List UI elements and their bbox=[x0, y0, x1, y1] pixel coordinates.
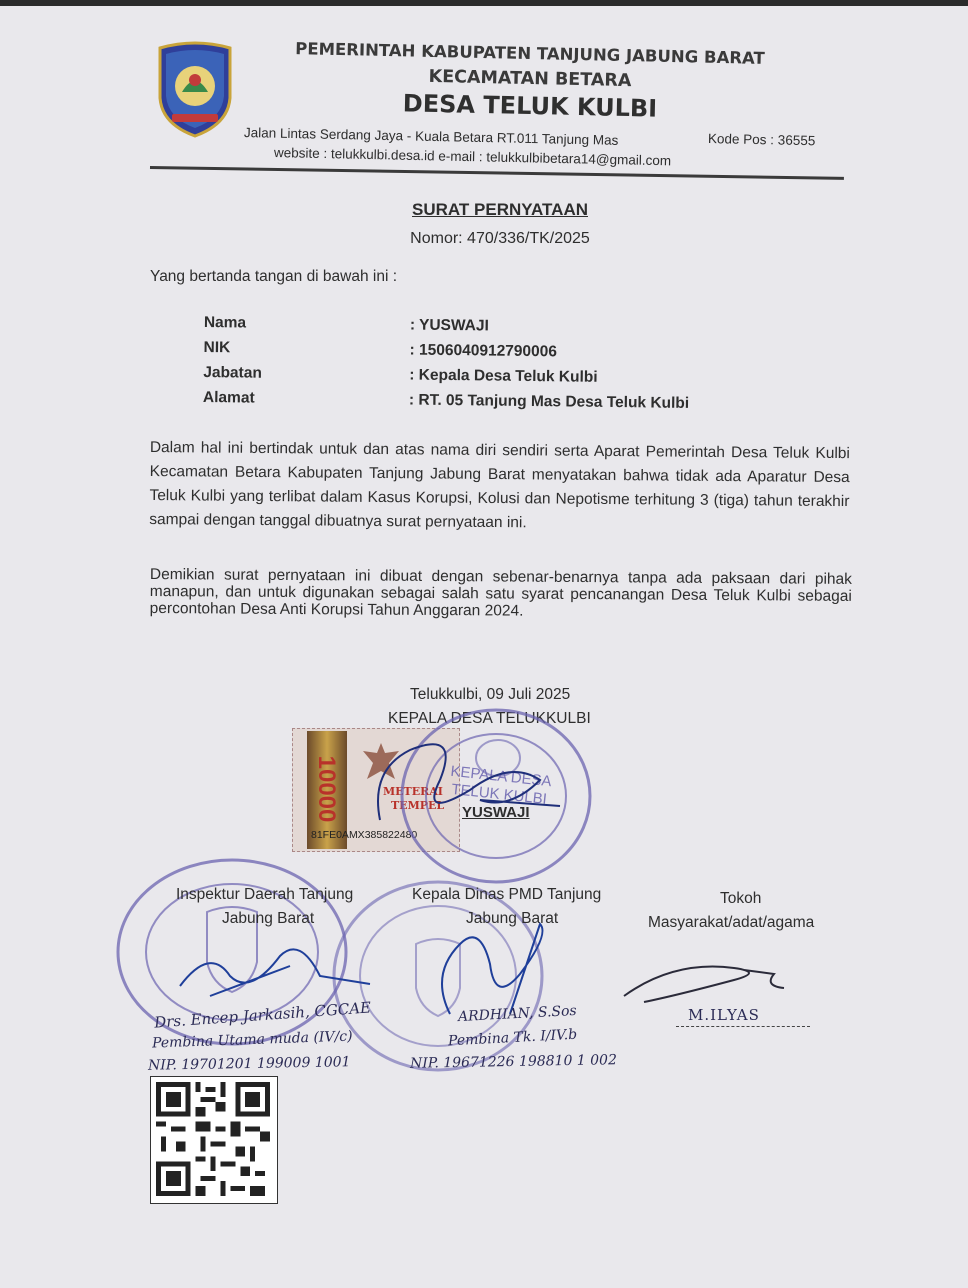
witness-1-title: Inspektur Daerah Tanjung bbox=[176, 886, 354, 903]
field-value: : RT. 05 Tanjung Mas Desa Teluk Kulbi bbox=[408, 391, 690, 412]
header-rule bbox=[150, 166, 844, 180]
witness-1-nip: NIP. 19701201 199009 1001 bbox=[147, 1054, 351, 1074]
witness-3-title-2: Masyarakat/adat/agama bbox=[648, 914, 815, 931]
field-value: : 1506040912790006 bbox=[409, 341, 558, 361]
field-value: : Kepala Desa Teluk Kulbi bbox=[409, 366, 598, 386]
witness-3-title: Tokoh bbox=[720, 890, 762, 907]
witness-2-name: ARDHIAN, S.Sos bbox=[457, 1002, 578, 1026]
document-title: SURAT PERNYATAAN bbox=[412, 200, 588, 219]
header-district-line: KECAMATAN BETARA bbox=[428, 66, 632, 92]
witness-2-rank: Pembina Tk. I/IV.b bbox=[447, 1026, 578, 1050]
meterai-value: 10000 bbox=[313, 755, 340, 823]
signer-name: YUSWAJI bbox=[462, 804, 530, 821]
community-leader-signature bbox=[614, 950, 804, 1010]
village-stamp-text: KEPALA DESA TELUK KULBI bbox=[449, 762, 553, 808]
header-address: Jalan Lintas Serdang Jaya - Kuala Betara RT.011 Tanjung Mas bbox=[243, 125, 619, 148]
field-label: Jabatan bbox=[203, 363, 262, 382]
qr-code-icon bbox=[151, 1077, 275, 1201]
header-postcode: Kode Pos : 36555 bbox=[707, 131, 816, 149]
witness-1-name: Drs. Encep Jarkasih, CGCAE bbox=[153, 998, 372, 1032]
field-label: Nama bbox=[203, 314, 247, 332]
district-emblem-icon bbox=[152, 40, 238, 140]
intro-text: Yang bertanda tangan di bawah ini : bbox=[150, 268, 398, 285]
header-contact: website : telukkulbi.desa.id e-mail : telukkulbibetara14@gmail.com bbox=[273, 145, 672, 169]
witness-1-title-2: Jabung Barat bbox=[222, 910, 315, 927]
document-page bbox=[0, 6, 968, 1288]
witness-1-rank: Pembina Utama muda (IV/c) bbox=[151, 1028, 353, 1052]
header-government-line: PEMERINTAH KABUPATEN TANJUNG JABUNG BARAT bbox=[295, 39, 765, 68]
qr-code-frame bbox=[150, 1076, 278, 1204]
meterai-label-2: TEMPEL bbox=[391, 799, 445, 812]
field-value: : YUSWAJI bbox=[409, 316, 489, 335]
witness-2-title: Kepala Dinas PMD Tanjung bbox=[412, 886, 602, 903]
signer-position: KEPALA DESA TELUKKULBI bbox=[388, 710, 591, 727]
closing-paragraph: Demikian surat pernyataan ini dibuat dengan sebenar-benarnya tanpa ada paksaan dari pihak manapun, dan untuk digunakan sebagai salah satu syarat pencanangan Desa Teluk Kulbi sebagai percontohan Desa Anti Korupsi Tahun Anggaran 2024. bbox=[149, 566, 852, 620]
inspector-signature bbox=[170, 926, 380, 1006]
witness-2-title-2: Jabung Barat bbox=[466, 910, 559, 927]
identity-table bbox=[203, 314, 734, 420]
meterai-label: METERAI bbox=[383, 785, 443, 798]
witness-2-nip: NIP. 19671226 198810 1 002 bbox=[409, 1052, 618, 1072]
document-number: Nomor: 470/336/TK/2025 bbox=[410, 230, 590, 247]
place-date: Telukkulbi, 09 Juli 2025 bbox=[410, 686, 571, 703]
witness-3-underline bbox=[676, 1026, 810, 1027]
field-label: NIK bbox=[203, 338, 231, 357]
witness-3-name: M.ILYAS bbox=[688, 1006, 760, 1024]
header-village-name: DESA TELUK KULBI bbox=[402, 89, 658, 123]
identity-row bbox=[203, 389, 733, 420]
statement-paragraph: Dalam hal ini bertindak untuk dan atas nama diri sendiri serta Aparat Pemerintah Desa Teluk Kulbi Kecamatan Betara Kabupaten Tanjung Jabung Barat menyatakan bahwa tidak ada Aparatur Desa Teluk Kulbi yang terlibat dalam Kasus Korupsi, Kolusi dan Nepotisme terhitung 3 (tiga) tahun terakhir sampai dengan tanggal dibuatnya surat pernyataan ini. bbox=[149, 438, 850, 532]
village-head-signature bbox=[340, 730, 570, 840]
meterai-serial: 81FE0AMX385822480 bbox=[311, 829, 418, 841]
field-label: Alamat bbox=[202, 388, 255, 407]
